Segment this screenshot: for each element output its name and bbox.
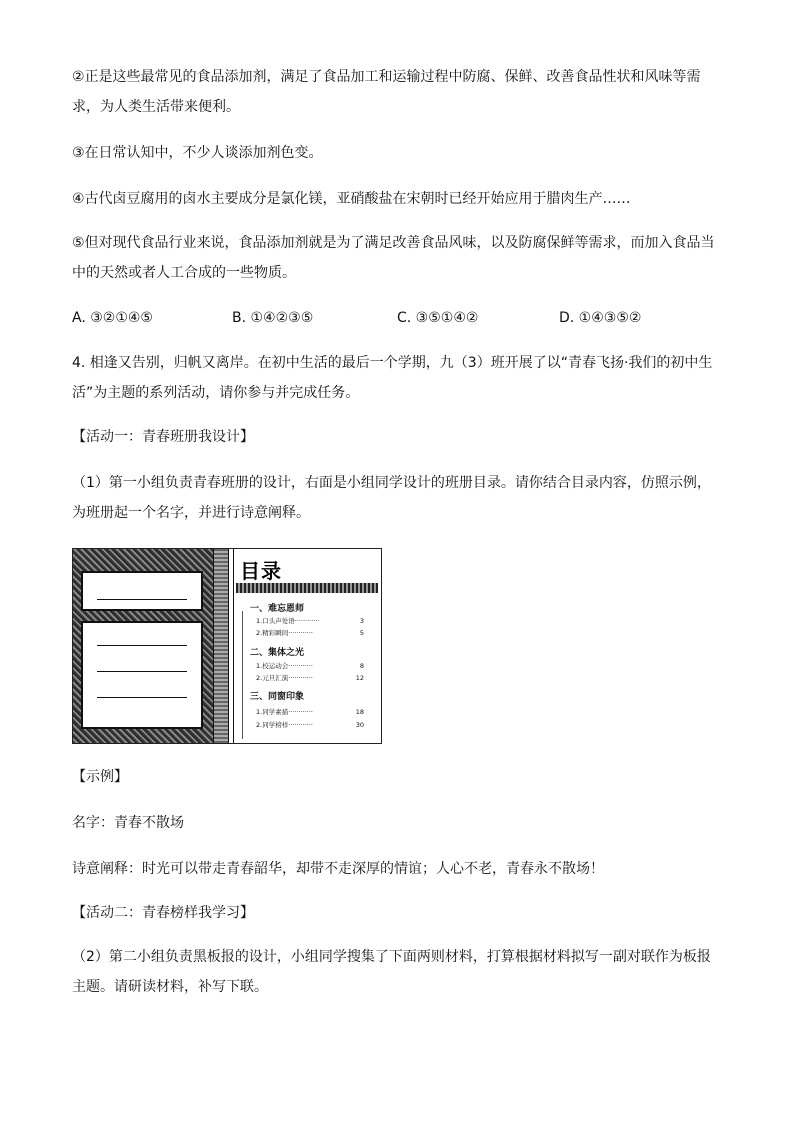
- option-c[interactable]: C. ③⑤①④②: [397, 310, 479, 326]
- activity-1-heading: 【活动一：青春班册我设计】: [72, 429, 254, 445]
- table-of-contents: [233, 549, 382, 743]
- album-spine: [213, 549, 229, 743]
- toc-section-heading: 一、难忘恩师: [250, 604, 305, 614]
- sentence-3: ③在日常认知中，不少人谈添加剂色变。: [72, 145, 323, 161]
- cover-blank-line: [97, 671, 187, 672]
- task-2: （2）第二小组负责黑板报的设计，小组同学搜集了下面两则材料，打算根据材料拟写一副对联作为板报主题。请研读材料，补写下联。: [72, 949, 711, 995]
- cover-blank-line: [97, 697, 187, 698]
- toc-divider: [242, 611, 243, 739]
- cover-blank-line: [97, 645, 187, 646]
- toc-decorative-band: [236, 583, 378, 593]
- question-4-intro: 4. 相逢又告别，归帆又离岸。在初中生活的最后一个学期，九（3）班开展了以“青春飞扬·我们的初中生活”为主题的系列活动，请你参与并完成任务。: [72, 355, 713, 401]
- album-cover: [73, 549, 213, 743]
- example-name: 名字：青春不散场: [72, 815, 184, 831]
- cover-title-box: [81, 571, 203, 611]
- toc-section-heading: 二、集体之光: [250, 648, 305, 658]
- task-1: （1）第一小组负责青春班册的设计，右面是小组同学设计的班册目录。请你结合目录内容，仿照示例，为班册起一个名字，并进行诗意阐释。: [72, 475, 711, 521]
- sentence-5: ⑤但对现代食品行业来说，食品添加剂就是为了满足改善食品风味，以及防腐保鲜等需求，而加入食品当中的天然或者人工合成的一些物质。: [72, 235, 715, 281]
- toc-entry: 1.同学素描············ 18: [256, 708, 364, 716]
- toc-section-heading: 三、同窗印象: [250, 692, 305, 702]
- class-album-figure: [72, 548, 382, 744]
- toc-entry: 2.同学榜样············ 30: [256, 721, 364, 729]
- toc-entry: 1.口头声处语············ 3: [256, 617, 364, 625]
- example-explanation: 诗意阐释：时光可以带走青春韶华，却带不走深厚的情谊；人心不老，青春永不散场！: [72, 861, 604, 877]
- toc-title: 目录: [240, 559, 282, 583]
- activity-2-heading: 【活动二：青春榜样我学习】: [72, 905, 254, 921]
- example-heading: 【示例】: [72, 769, 128, 785]
- option-a[interactable]: A. ③②①④⑤: [72, 310, 153, 326]
- toc-entry: 1.校运动会············ 8: [256, 662, 364, 670]
- cover-blank-line: [97, 599, 187, 600]
- cover-text-box: [81, 621, 203, 729]
- toc-entry: 2.元旦汇演············ 12: [256, 674, 364, 682]
- option-d[interactable]: D. ①④③⑤②: [559, 310, 642, 326]
- option-b[interactable]: B. ①④②③⑤: [232, 310, 314, 326]
- sentence-2: ②正是这些最常见的食品添加剂，满足了食品加工和运输过程中防腐、保鲜、改善食品性状和风味等需求，为人类生活带来便利。: [72, 69, 701, 115]
- answer-options: [72, 304, 722, 332]
- toc-entry: 2.精彩瞬间············ 5: [256, 629, 364, 637]
- sentence-4: ④古代卤豆腐用的卤水主要成分是氯化镁，亚硝酸盐在宋朝时已经开始应用于腊肉生产……: [72, 191, 631, 207]
